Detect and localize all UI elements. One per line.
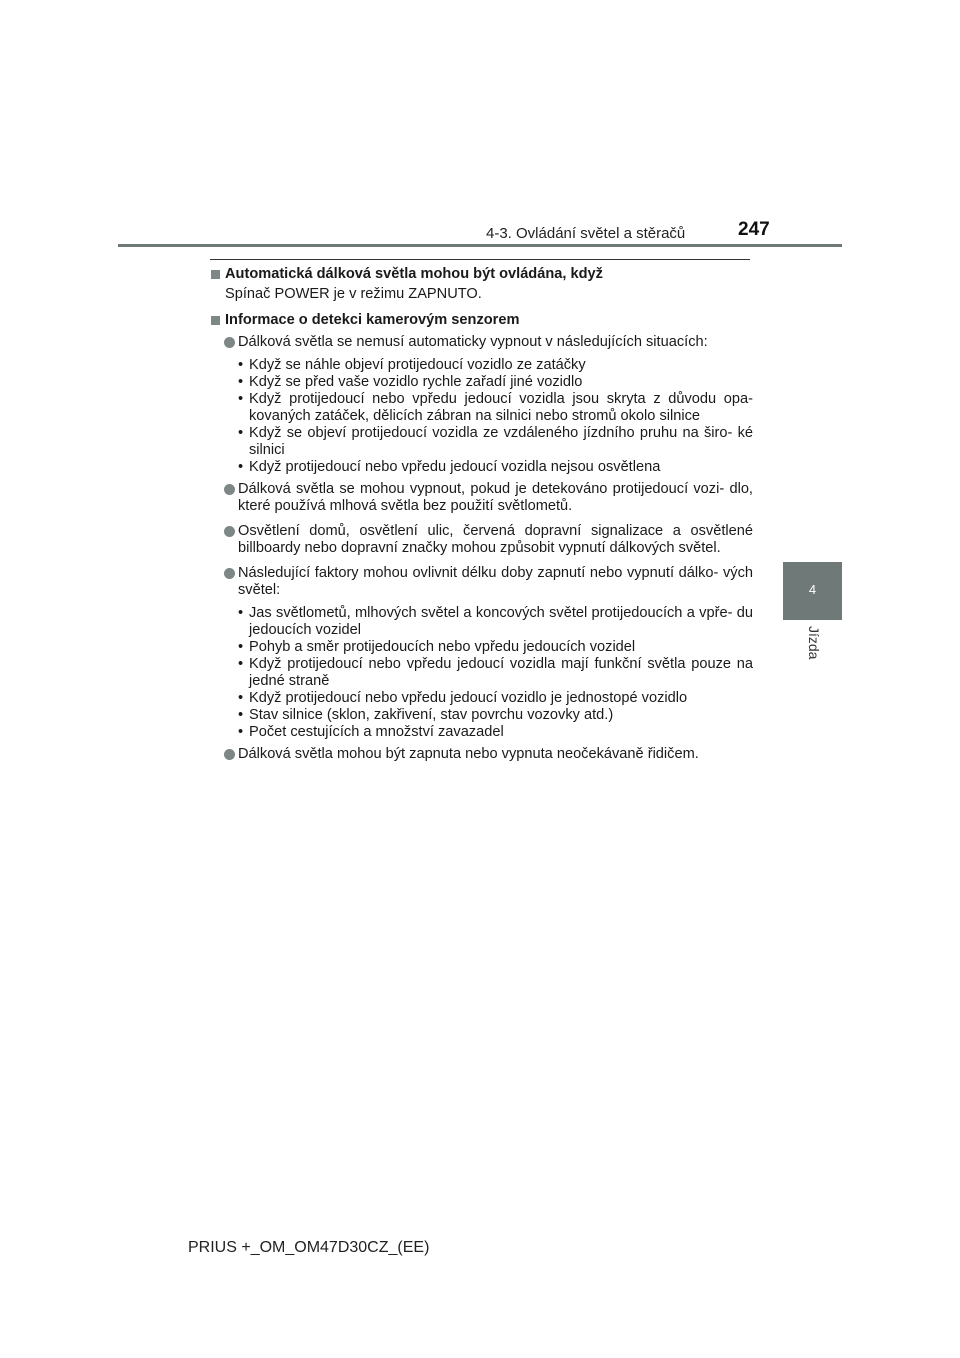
chapter-tab [783,562,842,620]
sub-item-text: Když protijedoucí nebo vpředu jedoucí vozidlo je jednostopé vozidlo [249,690,688,706]
bullet-text: Následující faktory mohou ovlivnit délku doby zapnutí nebo vypnutí dálko- vých světel: [238,565,753,598]
sub-item-text: Pohyb a směr protijedoucích nebo vpředu jedoucích vozidel [249,639,636,655]
chapter-label: Jízda [806,626,822,660]
bullet-text: Dálková světla se nemusí automaticky vypnout v následujících situacích: [238,334,708,350]
bullet-item [211,565,753,599]
dot-marker: • [238,391,244,407]
circle-bullet-icon [224,526,235,537]
sub-item-text: Když se objeví protijedoucí vozidla ze vzdáleného jízdního pruhu na širo- ké silnici [249,425,753,458]
bullet-text: Osvětlení domů, osvětlení ulic, červená dopravní signalizace a osvětlené billboardy nebo dopravní značky mohou způsobit vypnutí dálkových světel. [238,523,753,556]
sub-list-item [211,374,753,391]
sub-list-item [211,605,753,639]
page-number: 247 [738,219,770,240]
content-divider [210,259,750,260]
sub-item-text: Když protijedoucí nebo vpředu jedoucí vozidla mají funkční světla pouze na jedné straně [249,656,753,689]
sub-item-text: Když se náhle objeví protijedoucí vozidlo ze zatáčky [249,357,586,373]
section-heading [211,266,753,283]
circle-bullet-icon [224,749,235,760]
dot-marker: • [238,639,244,655]
sub-item-text: Když protijedoucí nebo vpředu jedoucí vozidla nejsou osvětlena [249,459,661,475]
section-heading-text: Informace o detekci kamerovým senzorem [225,312,520,328]
circle-bullet-icon [224,568,235,579]
sub-item-text: Když protijedoucí nebo vpředu jedoucí vozidla jsou skryta z důvodu opa- kovaných zatáček, dělicích zábran na silnici nebo stromů okolo silnice [249,391,753,424]
sub-item-text: Jas světlometů, mlhových světel a koncových světel protijedoucích a vpře- du jedoucích vozidel [249,605,753,638]
dot-marker: • [238,707,244,723]
sub-item-text: Počet cestujících a množství zavazadel [249,724,504,740]
header-section-title: 4-3. Ovládání světel a stěračů [486,225,686,242]
bullet-item [211,746,753,763]
sub-list-item [211,459,753,476]
circle-bullet-icon [224,337,235,348]
header-divider [118,244,842,247]
bullet-item [211,481,753,515]
document-code: PRIUS +_OM_OM47D30CZ_(EE) [188,1239,430,1256]
dot-marker: • [238,724,244,740]
sub-item-text: Stav silnice (sklon, zakřivení, stav povrchu vozovky atd.) [249,707,614,723]
bullet-item [211,523,753,557]
dot-marker: • [238,374,244,390]
chapter-number: 4 [808,582,817,597]
sub-list-item [211,425,753,459]
section-heading-text: Automatická dálková světla mohou být ovládána, když [225,266,603,282]
square-bullet-icon [211,270,220,279]
sub-list-item [211,656,753,690]
sub-list-item [211,707,753,724]
circle-bullet-icon [224,484,235,495]
section-paragraph: Spínač POWER je v režimu ZAPNUTO. [225,286,482,302]
sub-list-item [211,724,753,741]
dot-marker: • [238,425,244,441]
dot-marker: • [238,459,244,475]
dot-marker: • [238,605,244,621]
sub-list-item [211,391,753,425]
dot-marker: • [238,357,244,373]
dot-marker: • [238,690,244,706]
bullet-text: Dálková světla mohou být zapnuta nebo vypnuta neočekávaně řidičem. [238,746,699,762]
sub-list [211,357,753,476]
sub-list [211,605,753,741]
page-content [211,264,753,763]
section-heading [211,312,753,329]
dot-marker: • [238,656,244,672]
sub-list-item [211,639,753,656]
square-bullet-icon [211,316,220,325]
sub-list-item [211,357,753,374]
sub-list-item [211,690,753,707]
sub-item-text: Když se před vaše vozidlo rychle zařadí jiné vozidlo [249,374,583,390]
bullet-text: Dálková světla se mohou vypnout, pokud je detekováno protijedoucí vozi- dlo, které používá mlhová světla bez použití světlometů. [238,481,753,514]
bullet-item [211,334,753,351]
